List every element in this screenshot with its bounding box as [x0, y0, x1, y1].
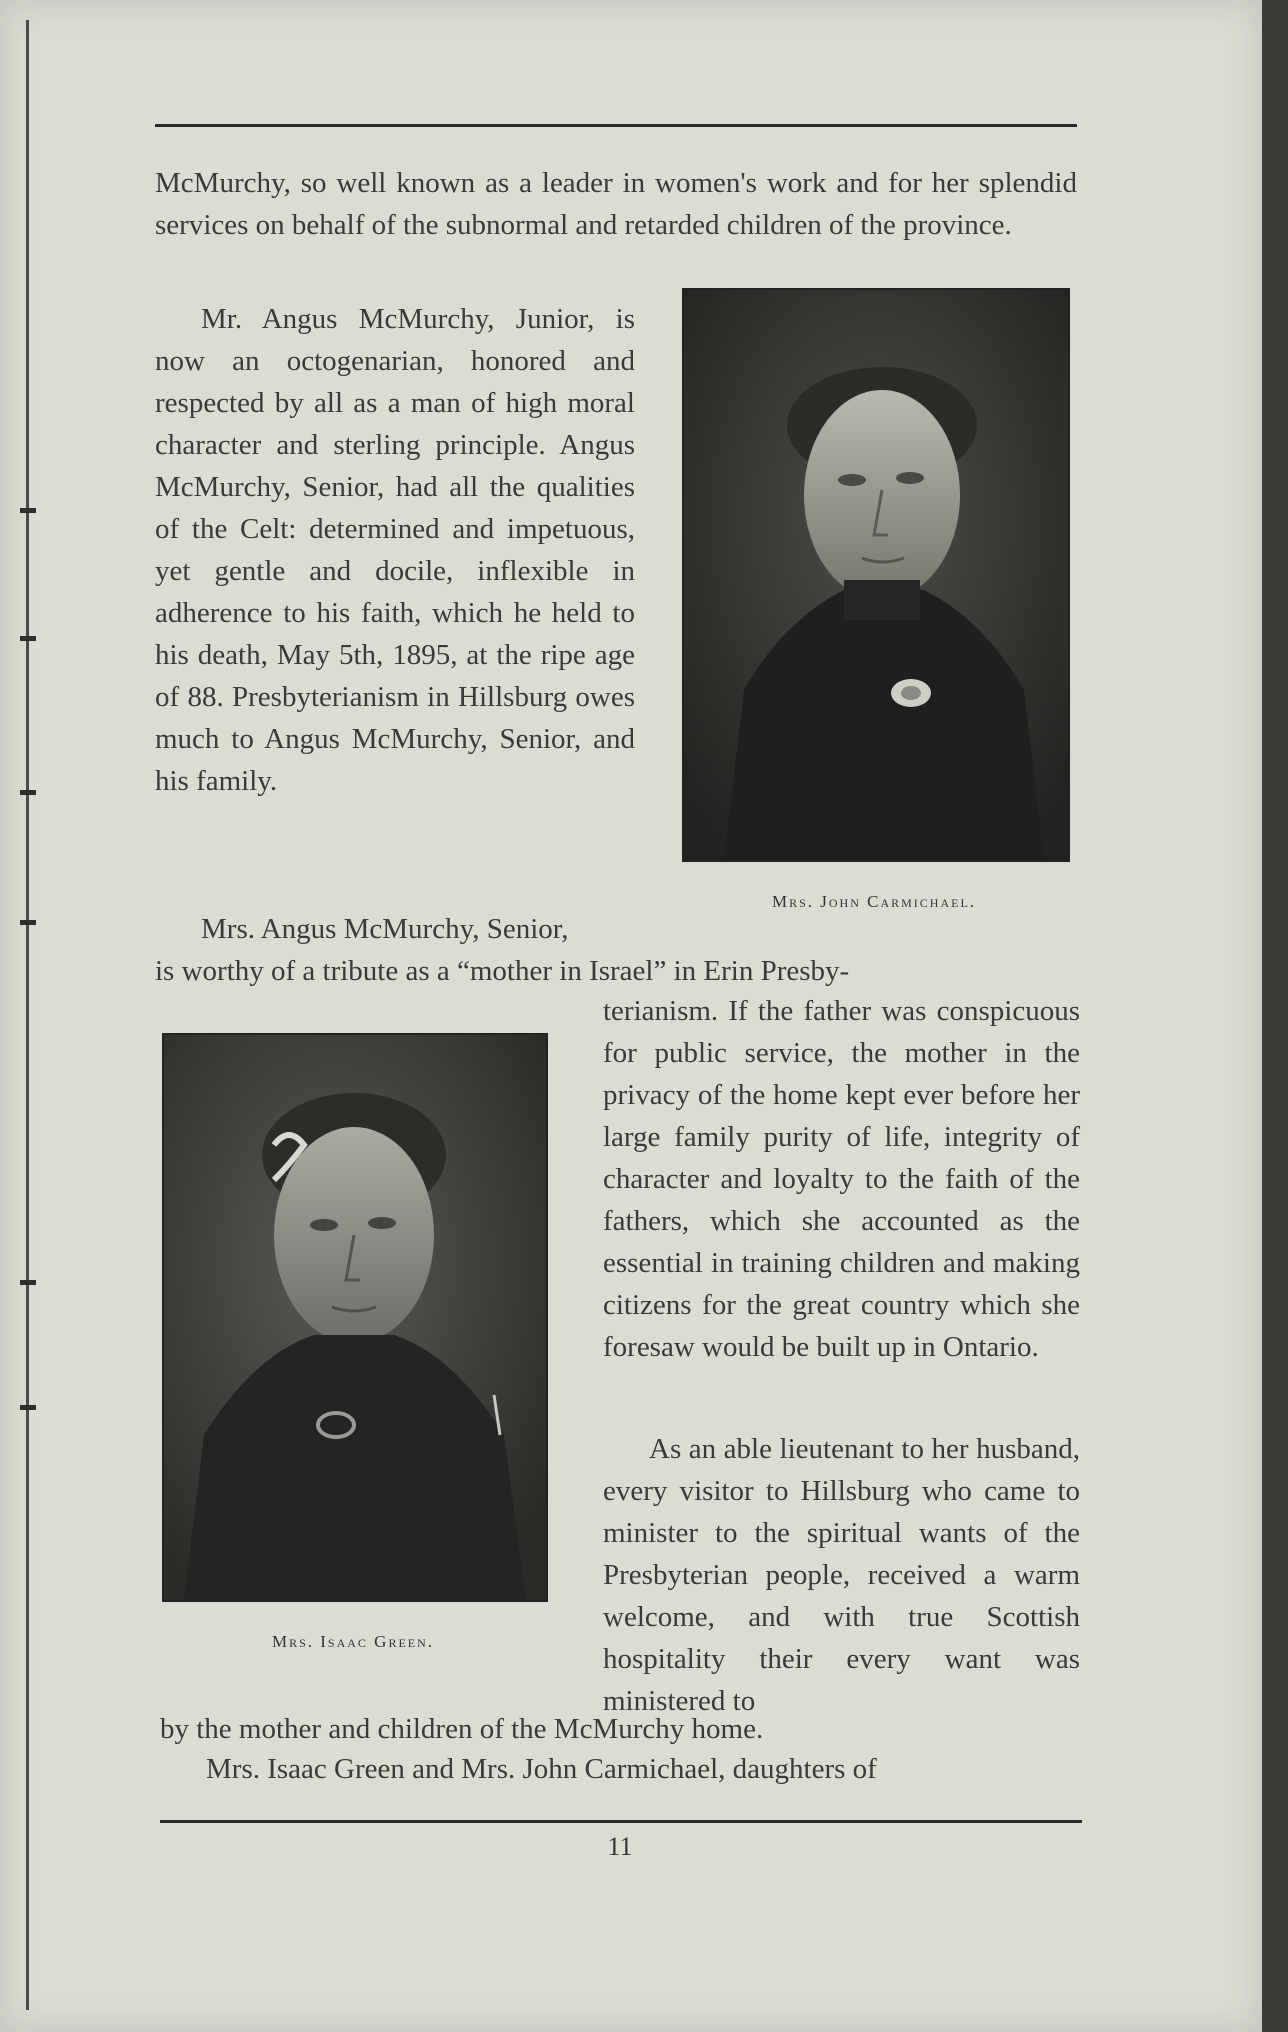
binding-stitch: [20, 508, 36, 513]
page-number: 11: [607, 1832, 633, 1861]
binding-stitch: [20, 790, 36, 795]
paragraph-mrs-angus-start: Mrs. Angus McMurchy, Senior,: [201, 913, 569, 945]
photo-mrs-john-carmichael: [682, 288, 1070, 862]
binding-spine: [26, 20, 29, 2010]
caption-mrs-john-carmichael: Mrs. John Carmichael.: [771, 892, 977, 911]
top-rule: [155, 124, 1077, 127]
paragraph-mrs-angus-wide-line: is worthy of a tribute as a “mother in Israel” in Erin Presby-: [155, 955, 850, 987]
paragraph-intro: McMurchy, so well known as a leader in women's work and for her splendid services on behalf of the subnormal and retarded children of the province.: [155, 167, 1077, 241]
binding-stitch: [20, 636, 36, 641]
binding-stitch: [20, 920, 36, 925]
paragraph-lieutenant-end: by the mother and children of the McMurchy home.: [160, 1713, 764, 1745]
caption-mrs-isaac-green: Mrs. Isaac Green.: [271, 1632, 435, 1651]
paragraph-angus-junior: Mr. Angus McMurchy, Junior, is now an octogenarian, honored and respected by all as a man of high moral character and sterling principle. Angus McMurchy, Senior, had all the qualities of the Celt: determined and impetuous, yet gentle and docile, inflexible in adherence to his faith, which he held to his death, May 5th, 1895, at the ripe age of 88. Presbyterianism in Hillsburg owes much to Angus McMurchy, Senior, and his family.: [155, 303, 635, 797]
photo-mrs-isaac-green: [162, 1033, 548, 1602]
binding-stitch: [20, 1280, 36, 1285]
portrait-image: [164, 1035, 546, 1600]
paragraph-mrs-angus-continued: terianism. If the father was conspicuous for public service, the mother in the privacy of the home kept ever before her large family purity of life, integrity of character and loyalty to the faith of the fathers, which she accounted as the essential in training children and making citizens for the great country which she foresaw would be built up in Ontario.: [603, 995, 1080, 1363]
bottom-rule: [160, 1820, 1082, 1823]
binding-stitch: [20, 1405, 36, 1410]
portrait-image: [684, 290, 1068, 860]
paragraph-lieutenant: As an able lieutenant to her husband, every visitor to Hillsburg who came to minister to the spiritual wants of the Presbyterian people, received a warm welcome, and with true Scottish hospitality their every want was ministered to: [603, 1433, 1080, 1717]
paragraph-daughters: Mrs. Isaac Green and Mrs. John Carmichael, daughters of: [206, 1753, 877, 1785]
